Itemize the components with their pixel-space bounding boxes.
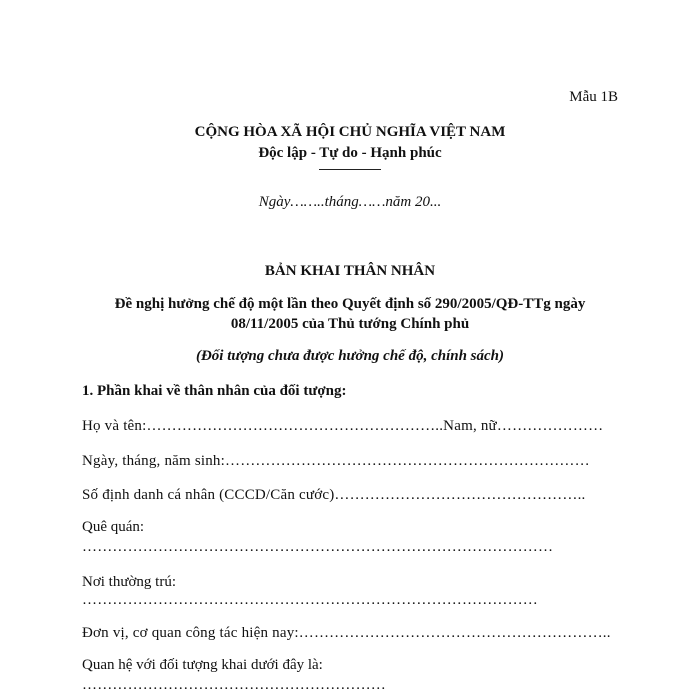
document-title: BẢN KHAI THÂN NHÂN [264, 263, 436, 279]
field-relation-dots: …………………………………………………… [82, 677, 386, 693]
motto: Độc lập - Tự do - Hạnh phúc [258, 145, 442, 161]
subtitle-line-1: Đề nghị hưởng chế độ một lần theo Quyết định số 290/2005/QĐ-TTg ngày [114, 296, 586, 312]
note-line: (Đối tượng chưa được hưởng chế độ, chính sách) [195, 348, 505, 364]
field-name: Họ và tên:…………………………………………………..Nam, nữ………………… [82, 418, 604, 434]
field-hometown-dots: ………………………………………………………………………………… [82, 539, 554, 555]
field-relation-label: Quan hệ với đối tượng khai dưới đây là: [82, 657, 323, 673]
header-divider [319, 169, 381, 170]
field-dob: Ngày, tháng, năm sinh:……………………………………………………………… [82, 453, 590, 469]
subtitle-line-2: 08/11/2005 của Thủ tướng Chính phủ [230, 316, 470, 332]
form-code: Mẫu 1B [569, 89, 618, 105]
date-line: Ngày……..tháng……năm 20... [258, 194, 442, 210]
field-residence-label: Nơi thường trú: [82, 574, 176, 590]
field-id: Số định danh cá nhân (CCCD/Căn cước)………………………………………….. [82, 487, 586, 503]
field-residence-dots: ……………………………………………………………………………… [82, 592, 538, 608]
field-hometown-label: Quê quán: [82, 519, 145, 535]
section-1-heading: 1. Phần khai về thân nhân của đối tượng: [82, 383, 347, 399]
field-workplace: Đơn vị, cơ quan công tác hiện nay:…………………………………………………….. [82, 625, 611, 641]
country-header: CỘNG HÒA XÃ HỘI CHỦ NGHĨA VIỆT NAM [194, 124, 506, 140]
